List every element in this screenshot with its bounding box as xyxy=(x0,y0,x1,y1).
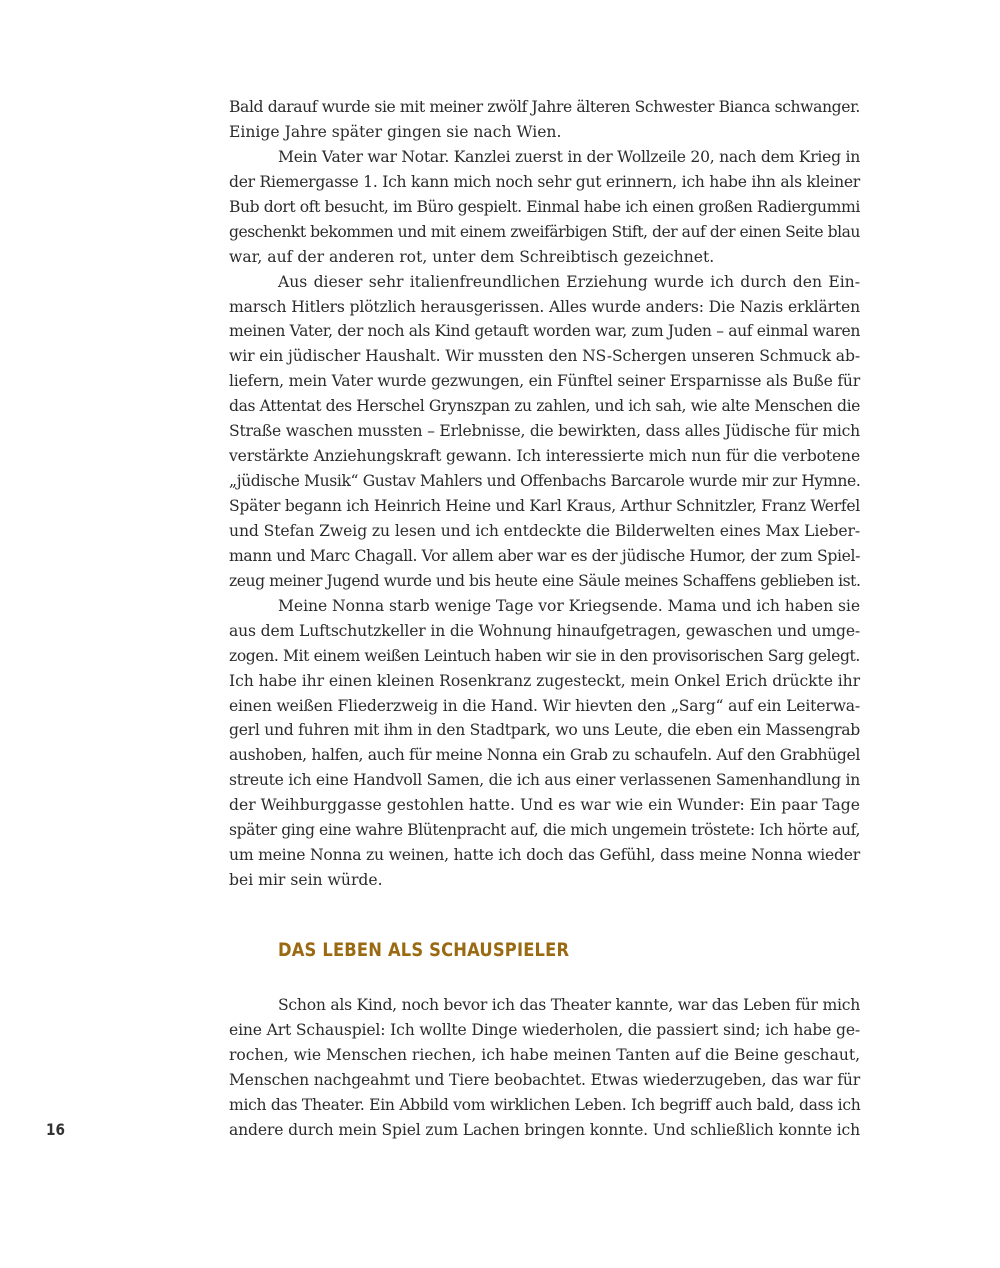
text-line: Mein Vater war Notar. Kanzlei zuerst in der Wollzeile 20, nach dem Krieg in xyxy=(278,147,860,166)
text-line: meinen Vater, der noch als Kind getauft worden war, zum Juden – auf einmal waren xyxy=(229,322,860,341)
paragraph-3 xyxy=(229,270,860,594)
text-line: eine Art Schauspiel: Ich wollte Dinge wiederholen, die passiert sind; ich habe ge- xyxy=(229,1020,860,1039)
text-line: Meine Nonna starb wenige Tage vor Kriegsende. Mama und ich haben sie xyxy=(278,596,860,615)
page-number: 16 xyxy=(46,1120,65,1139)
text-line: Ich habe ihr einen kleinen Rosenkranz zugesteckt, mein Onkel Erich drückte ihr xyxy=(229,671,860,690)
text-line: einen weißen Fliederzweig in die Hand. Wir hievten den „Sarg“ auf ein Leiterwa- xyxy=(229,696,860,715)
text-line: bei mir sein würde. xyxy=(229,871,383,890)
text-line: andere durch mein Spiel zum Lachen bringen konnte. Und schließlich konnte ich xyxy=(229,1120,860,1139)
text-line: Straße waschen mussten – Erlebnisse, die bewirkten, dass alles Jüdische für mich xyxy=(229,422,860,441)
text-line: das Attentat des Herschel Grynszpan zu zahlen, und ich sah, wie alte Menschen die xyxy=(229,397,860,416)
text-line: um meine Nonna zu weinen, hatte ich doch das Gefühl, dass meine Nonna wieder xyxy=(229,846,860,865)
text-line: Bub dort oft besucht, im Büro gespielt. Einmal habe ich einen großen Radiergummi xyxy=(229,197,860,216)
text-line: später ging eine wahre Blütenpracht auf, die mich ungemein tröstete: Ich hörte auf, xyxy=(229,821,860,840)
text-line: Schon als Kind, noch bevor ich das Theater kannte, war das Leben für mich xyxy=(278,996,860,1014)
text-line: aushoben, halfen, auch für meine Nonna ein Grab zu schaufeln. Auf den Grabhügel xyxy=(229,746,860,765)
paragraph-4 xyxy=(229,594,860,893)
text-line: und Stefan Zweig zu lesen und ich entdeckte die Bilderwelten eines Max Lieber- xyxy=(229,521,860,540)
text-line: streute ich eine Handvoll Samen, die ich aus einer verlassenen Samenhandlung in xyxy=(229,771,860,790)
text-line: Aus dieser sehr italienfreundlichen Erziehung wurde ich durch den Ein- xyxy=(278,272,860,291)
text-line: liefern, mein Vater wurde gezwungen, ein Fünftel seiner Ersparnisse als Buße für xyxy=(229,372,860,391)
text-line: der Riemergasse 1. Ich kann mich noch sehr gut erinnern, ich habe ihn als kleiner xyxy=(229,172,860,191)
text-line: marsch Hitlers plötzlich herausgerissen. Alles wurde anders: Die Nazis erklärten xyxy=(229,297,860,316)
text-line: geschenkt bekommen und mit einem zweifärbigen Stift, der auf der einen Seite blau xyxy=(229,222,860,241)
text-line: Später begann ich Heinrich Heine und Karl Kraus, Arthur Schnitzler, Franz Werfel xyxy=(229,497,860,515)
text-line: rochen, wie Menschen riechen, ich habe meinen Tanten auf die Beine geschaut, xyxy=(229,1045,860,1064)
text-line: verstärkte Anziehungskraft gewann. Ich interessierte mich nun für die verbotene xyxy=(229,447,861,466)
body-text-upper xyxy=(229,95,860,893)
text-line: der Weihburggasse gestohlen hatte. Und es war wie ein Wunder: Ein paar Tage xyxy=(229,796,860,815)
text-line: mann und Marc Chagall. Vor allem aber war es der jüdische Humor, der zum Spiel- xyxy=(229,546,860,565)
text-line: gerl und fuhren mit ihm in den Stadtpark, wo uns Leute, die eben ein Massengrab xyxy=(229,721,860,740)
paragraph-1 xyxy=(229,95,860,145)
text-line: war, auf der anderen rot, unter dem Schreibtisch gezeichnet. xyxy=(229,247,715,266)
text-line: Menschen nachgeahmt und Tiere beobachtet. Etwas wiederzugeben, das war für xyxy=(229,1070,860,1089)
text-line: wir ein jüdischer Haushalt. Wir mussten den NS-Schergen unseren Schmuck ab- xyxy=(229,347,860,366)
paragraph-5 xyxy=(229,993,860,1143)
text-line: Bald darauf wurde sie mit meiner zwölf Jahre älteren Schwester Bianca schwanger. xyxy=(229,98,860,116)
text-line: „jüdische Musik“ Gustav Mahlers und Offenbachs Barcarole wurde mir zur Hymne. xyxy=(229,472,861,491)
text-line: Einige Jahre später gingen sie nach Wien. xyxy=(229,122,562,141)
section-heading: DAS LEBEN ALS SCHAUSPIELER xyxy=(278,939,570,961)
body-text-lower xyxy=(229,993,860,1143)
text-line: aus dem Luftschutzkeller in die Wohnung hinaufgetragen, gewaschen und umge- xyxy=(229,621,860,640)
text-line: zeug meiner Jugend wurde und bis heute eine Säule meines Schaffens geblieben ist. xyxy=(229,571,861,590)
text-line: mich das Theater. Ein Abbild vom wirklichen Leben. Ich begriff auch bald, dass ich xyxy=(229,1095,861,1114)
paragraph-2 xyxy=(229,145,860,270)
text-line: zogen. Mit einem weißen Leintuch haben wir sie in den provisorischen Sarg gelegt. xyxy=(229,646,860,665)
